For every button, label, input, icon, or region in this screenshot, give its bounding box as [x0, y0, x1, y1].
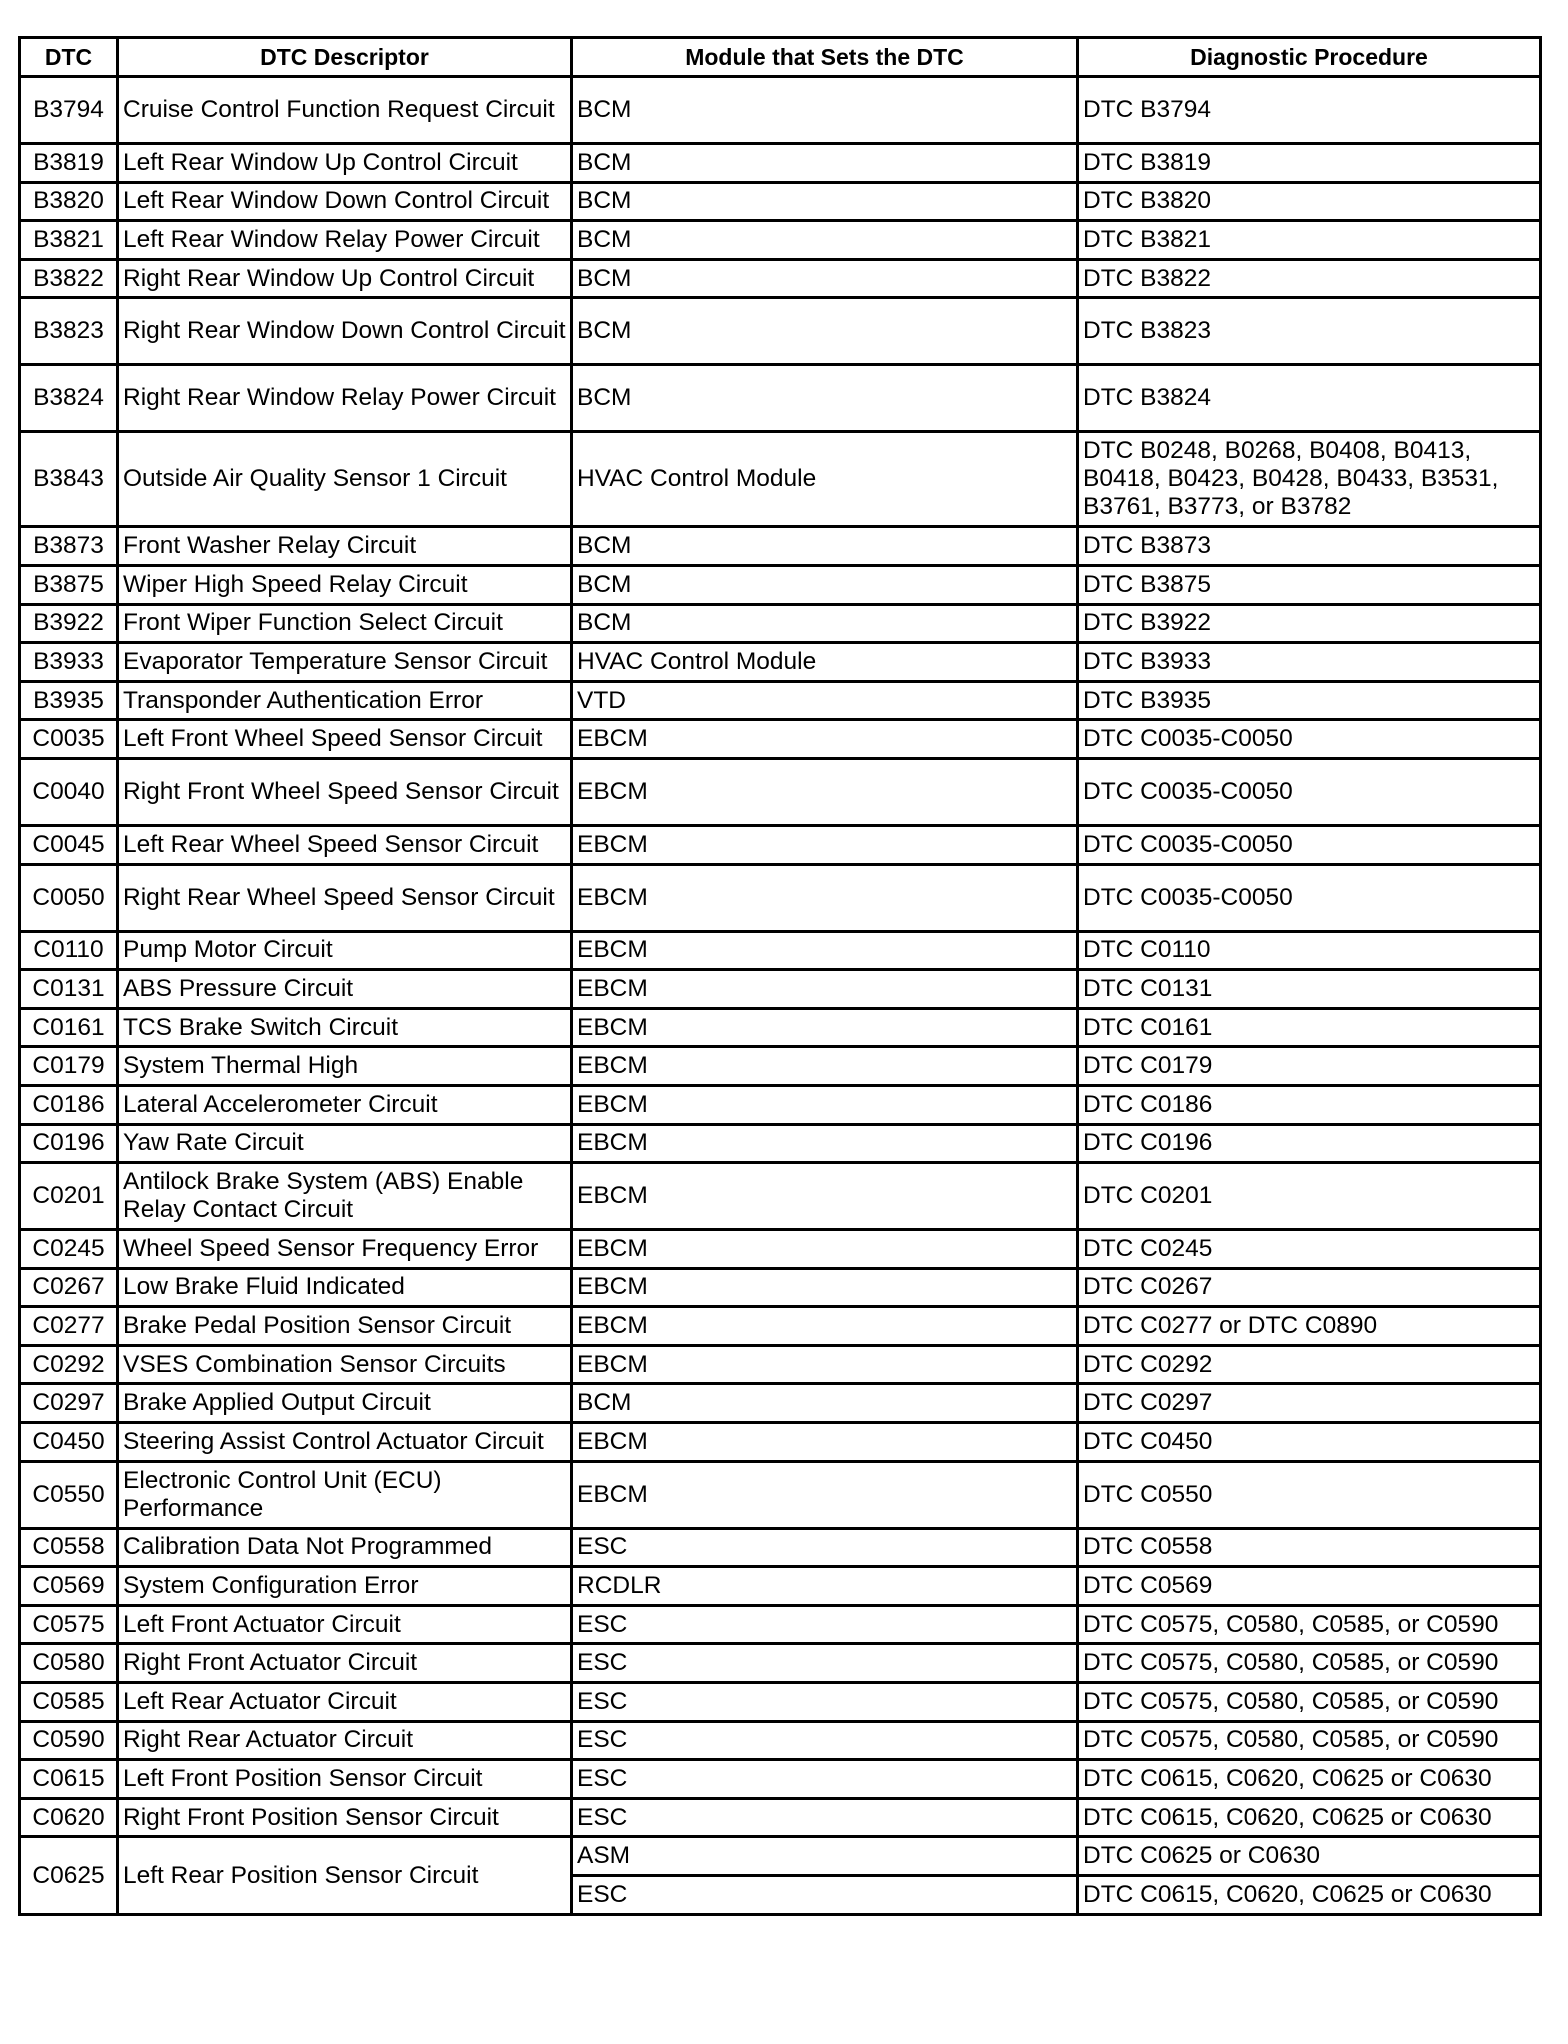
module-cell: HVAC Control Module	[572, 432, 1078, 527]
module-cell: BCM	[572, 565, 1078, 604]
dtc-descriptor-cell: Right Front Wheel Speed Sensor Circuit	[118, 758, 572, 825]
module-cell: BCM	[572, 365, 1078, 432]
dtc-code-cell: C0590	[20, 1721, 118, 1760]
diagnostic-procedure-cell: DTC B3823	[1078, 298, 1541, 365]
dtc-code-cell: C0450	[20, 1423, 118, 1462]
dtc-code-cell: C0035	[20, 720, 118, 759]
header-module: Module that Sets the DTC	[572, 38, 1078, 77]
module-cell: EBCM	[572, 931, 1078, 970]
table-row	[20, 221, 1541, 260]
dtc-code-cell: C0550	[20, 1461, 118, 1528]
table-row	[20, 1384, 1541, 1423]
diagnostic-procedure-cell: DTC B3935	[1078, 681, 1541, 720]
dtc-descriptor-cell: Left Front Actuator Circuit	[118, 1605, 572, 1644]
module-cell: EBCM	[572, 864, 1078, 931]
diagnostic-procedure-cell: DTC B3794	[1078, 77, 1541, 144]
module-cell: ESC	[572, 1528, 1078, 1567]
dtc-descriptor-cell: Calibration Data Not Programmed	[118, 1528, 572, 1567]
dtc-descriptor-cell: Right Rear Wheel Speed Sensor Circuit	[118, 864, 572, 931]
dtc-code-cell: B3933	[20, 643, 118, 682]
diagnostic-procedure-cell: DTC C0450	[1078, 1423, 1541, 1462]
header-dtc: DTC	[20, 38, 118, 77]
diagnostic-procedure-cell: DTC B3873	[1078, 527, 1541, 566]
table-row	[20, 1461, 1541, 1528]
module-cell: VTD	[572, 681, 1078, 720]
table-row	[20, 365, 1541, 432]
module-cell: BCM	[572, 604, 1078, 643]
dtc-code-cell: C0585	[20, 1683, 118, 1722]
module-cell: EBCM	[572, 1268, 1078, 1307]
dtc-descriptor-cell: Right Rear Actuator Circuit	[118, 1721, 572, 1760]
table-row	[20, 182, 1541, 221]
dtc-descriptor-cell: Left Rear Window Up Control Circuit	[118, 144, 572, 183]
dtc-descriptor-cell: ABS Pressure Circuit	[118, 970, 572, 1009]
diagnostic-procedure-cell: DTC B3933	[1078, 643, 1541, 682]
module-cell: ESC	[572, 1683, 1078, 1722]
table-row	[20, 259, 1541, 298]
module-cell: EBCM	[572, 1230, 1078, 1269]
diagnostic-procedure-cell: DTC B3819	[1078, 144, 1541, 183]
module-cell: BCM	[572, 527, 1078, 566]
dtc-descriptor-cell: Right Front Actuator Circuit	[118, 1644, 572, 1683]
module-cell: RCDLR	[572, 1567, 1078, 1606]
dtc-descriptor-cell: Right Rear Window Down Control Circuit	[118, 298, 572, 365]
table-row	[20, 1567, 1541, 1606]
dtc-descriptor-cell: Front Wiper Function Select Circuit	[118, 604, 572, 643]
dtc-code-cell: C0110	[20, 931, 118, 970]
dtc-descriptor-cell: Electronic Control Unit (ECU) Performance	[118, 1461, 572, 1528]
table-row	[20, 1047, 1541, 1086]
dtc-descriptor-cell: Left Rear Window Down Control Circuit	[118, 182, 572, 221]
diagnostic-procedure-cell: DTC C0297	[1078, 1384, 1541, 1423]
diagnostic-procedure-cell: DTC B3922	[1078, 604, 1541, 643]
dtc-code-cell: B3819	[20, 144, 118, 183]
module-cell: ESC	[572, 1798, 1078, 1837]
dtc-descriptor-cell: Front Washer Relay Circuit	[118, 527, 572, 566]
dtc-code-cell: B3873	[20, 527, 118, 566]
table-row	[20, 1008, 1541, 1047]
diagnostic-procedure-cell: DTC C0625 or C0630	[1078, 1837, 1541, 1876]
table-row	[20, 970, 1541, 1009]
dtc-code-cell: C0625	[20, 1837, 118, 1914]
table-row	[20, 758, 1541, 825]
table-row	[20, 144, 1541, 183]
diagnostic-procedure-cell: DTC C0186	[1078, 1085, 1541, 1124]
table-header-row	[20, 38, 1541, 77]
table-row	[20, 527, 1541, 566]
module-cell: HVAC Control Module	[572, 643, 1078, 682]
diagnostic-procedure-cell: DTC B3875	[1078, 565, 1541, 604]
table-row	[20, 298, 1541, 365]
diagnostic-procedure-cell: DTC C0277 or DTC C0890	[1078, 1307, 1541, 1346]
dtc-code-cell: B3822	[20, 259, 118, 298]
table-row	[20, 1268, 1541, 1307]
dtc-descriptor-cell: Transponder Authentication Error	[118, 681, 572, 720]
table-row	[20, 1683, 1541, 1722]
dtc-descriptor-cell: System Configuration Error	[118, 1567, 572, 1606]
dtc-code-cell: C0196	[20, 1124, 118, 1163]
dtc-descriptor-cell: Antilock Brake System (ABS) Enable Relay Contact Circuit	[118, 1163, 572, 1230]
diagnostic-procedure-cell: DTC C0196	[1078, 1124, 1541, 1163]
dtc-code-cell: C0267	[20, 1268, 118, 1307]
diagnostic-procedure-cell: DTC C0550	[1078, 1461, 1541, 1528]
diagnostic-procedure-cell: DTC C0245	[1078, 1230, 1541, 1269]
dtc-code-cell: B3821	[20, 221, 118, 260]
dtc-code-cell: C0045	[20, 825, 118, 864]
diagnostic-procedure-cell: DTC C0575, C0580, C0585, or C0590	[1078, 1683, 1541, 1722]
dtc-code-cell: C0580	[20, 1644, 118, 1683]
diagnostic-procedure-cell: DTC B3822	[1078, 259, 1541, 298]
module-cell: ESC	[572, 1760, 1078, 1799]
dtc-code-cell: B3824	[20, 365, 118, 432]
dtc-descriptor-cell: Brake Pedal Position Sensor Circuit	[118, 1307, 572, 1346]
dtc-code-cell: C0050	[20, 864, 118, 931]
dtc-descriptor-cell: Right Front Position Sensor Circuit	[118, 1798, 572, 1837]
dtc-descriptor-cell: Yaw Rate Circuit	[118, 1124, 572, 1163]
diagnostic-procedure-cell: DTC B0248, B0268, B0408, B0413, B0418, B0423, B0428, B0433, B3531, B3761, B3773, or B3782	[1078, 432, 1541, 527]
module-cell: ESC	[572, 1721, 1078, 1760]
module-cell: BCM	[572, 259, 1078, 298]
diagnostic-procedure-cell: DTC C0131	[1078, 970, 1541, 1009]
table-body	[20, 77, 1541, 1915]
dtc-descriptor-cell: Evaporator Temperature Sensor Circuit	[118, 643, 572, 682]
diagnostic-procedure-cell: DTC C0179	[1078, 1047, 1541, 1086]
table-row	[20, 1230, 1541, 1269]
module-cell: BCM	[572, 1384, 1078, 1423]
dtc-code-cell: C0277	[20, 1307, 118, 1346]
dtc-code-cell: B3820	[20, 182, 118, 221]
diagnostic-procedure-cell: DTC C0035-C0050	[1078, 864, 1541, 931]
header-dtc-descriptor: DTC Descriptor	[118, 38, 572, 77]
table-row	[20, 1605, 1541, 1644]
diagnostic-procedure-cell: DTC C0558	[1078, 1528, 1541, 1567]
dtc-descriptor-cell: Low Brake Fluid Indicated	[118, 1268, 572, 1307]
table-row	[20, 1345, 1541, 1384]
dtc-descriptor-cell: Left Rear Position Sensor Circuit	[118, 1837, 572, 1914]
dtc-descriptor-cell: VSES Combination Sensor Circuits	[118, 1345, 572, 1384]
table-row	[20, 1721, 1541, 1760]
dtc-code-cell: C0040	[20, 758, 118, 825]
dtc-code-cell: C0620	[20, 1798, 118, 1837]
diagnostic-procedure-cell: DTC B3820	[1078, 182, 1541, 221]
module-cell: EBCM	[572, 1307, 1078, 1346]
module-cell: ESC	[572, 1644, 1078, 1683]
table-row	[20, 1644, 1541, 1683]
dtc-code-cell: B3794	[20, 77, 118, 144]
dtc-descriptor-cell: Left Rear Actuator Circuit	[118, 1683, 572, 1722]
table-row	[20, 1837, 1541, 1876]
table-row	[20, 565, 1541, 604]
table-row	[20, 1798, 1541, 1837]
module-cell: EBCM	[572, 1085, 1078, 1124]
diagnostic-procedure-cell: DTC C0035-C0050	[1078, 720, 1541, 759]
module-cell: BCM	[572, 144, 1078, 183]
dtc-code-cell: B3843	[20, 432, 118, 527]
dtc-descriptor-cell: Steering Assist Control Actuator Circuit	[118, 1423, 572, 1462]
dtc-descriptor-cell: Wiper High Speed Relay Circuit	[118, 565, 572, 604]
dtc-code-cell: C0201	[20, 1163, 118, 1230]
module-cell: ASM	[572, 1837, 1078, 1876]
dtc-descriptor-cell: Brake Applied Output Circuit	[118, 1384, 572, 1423]
dtc-code-cell: C0292	[20, 1345, 118, 1384]
table-row	[20, 720, 1541, 759]
dtc-code-cell: C0179	[20, 1047, 118, 1086]
diagnostic-procedure-cell: DTC C0569	[1078, 1567, 1541, 1606]
module-cell: BCM	[572, 77, 1078, 144]
diagnostic-procedure-cell: DTC C0161	[1078, 1008, 1541, 1047]
dtc-descriptor-cell: Pump Motor Circuit	[118, 931, 572, 970]
module-cell: EBCM	[572, 1345, 1078, 1384]
table-row	[20, 1307, 1541, 1346]
module-cell: ESC	[572, 1605, 1078, 1644]
module-cell: EBCM	[572, 1124, 1078, 1163]
dtc-code-cell: C0558	[20, 1528, 118, 1567]
dtc-code-cell: B3922	[20, 604, 118, 643]
dtc-descriptor-cell: Left Rear Wheel Speed Sensor Circuit	[118, 825, 572, 864]
dtc-descriptor-cell: Left Front Position Sensor Circuit	[118, 1760, 572, 1799]
table-row	[20, 1124, 1541, 1163]
diagnostic-procedure-cell: DTC B3821	[1078, 221, 1541, 260]
dtc-descriptor-cell: Cruise Control Function Request Circuit	[118, 77, 572, 144]
dtc-code-cell: C0569	[20, 1567, 118, 1606]
module-cell: EBCM	[572, 825, 1078, 864]
module-cell: ESC	[572, 1876, 1078, 1915]
table-row	[20, 1528, 1541, 1567]
table-row	[20, 1085, 1541, 1124]
diagnostic-procedure-cell: DTC C0615, C0620, C0625 or C0630	[1078, 1760, 1541, 1799]
module-cell: BCM	[572, 298, 1078, 365]
dtc-code-cell: C0245	[20, 1230, 118, 1269]
dtc-descriptor-cell: Left Rear Window Relay Power Circuit	[118, 221, 572, 260]
dtc-code-cell: C0186	[20, 1085, 118, 1124]
module-cell: EBCM	[572, 1008, 1078, 1047]
module-cell: EBCM	[572, 1461, 1078, 1528]
dtc-code-cell: B3875	[20, 565, 118, 604]
dtc-code-cell: C0297	[20, 1384, 118, 1423]
table-row	[20, 1163, 1541, 1230]
module-cell: EBCM	[572, 1163, 1078, 1230]
module-cell: EBCM	[572, 758, 1078, 825]
dtc-descriptor-cell: Right Rear Window Relay Power Circuit	[118, 365, 572, 432]
dtc-code-cell: B3935	[20, 681, 118, 720]
diagnostic-procedure-cell: DTC B3824	[1078, 365, 1541, 432]
dtc-code-cell: C0161	[20, 1008, 118, 1047]
table-row	[20, 931, 1541, 970]
module-cell: EBCM	[572, 970, 1078, 1009]
dtc-descriptor-cell: Lateral Accelerometer Circuit	[118, 1085, 572, 1124]
table-row	[20, 825, 1541, 864]
dtc-descriptor-cell: Left Front Wheel Speed Sensor Circuit	[118, 720, 572, 759]
diagnostic-procedure-cell: DTC C0575, C0580, C0585, or C0590	[1078, 1605, 1541, 1644]
diagnostic-procedure-cell: DTC C0575, C0580, C0585, or C0590	[1078, 1721, 1541, 1760]
module-cell: EBCM	[572, 1423, 1078, 1462]
module-cell: EBCM	[572, 720, 1078, 759]
dtc-descriptor-cell: TCS Brake Switch Circuit	[118, 1008, 572, 1047]
table-row	[20, 77, 1541, 144]
module-cell: EBCM	[572, 1047, 1078, 1086]
table-row	[20, 1760, 1541, 1799]
table-row	[20, 864, 1541, 931]
dtc-descriptor-cell: Right Rear Window Up Control Circuit	[118, 259, 572, 298]
diagnostic-procedure-cell: DTC C0615, C0620, C0625 or C0630	[1078, 1876, 1541, 1915]
table-row	[20, 432, 1541, 527]
diagnostic-procedure-cell: DTC C0615, C0620, C0625 or C0630	[1078, 1798, 1541, 1837]
dtc-code-cell: C0615	[20, 1760, 118, 1799]
dtc-code-cell: B3823	[20, 298, 118, 365]
diagnostic-procedure-cell: DTC C0110	[1078, 931, 1541, 970]
module-cell: BCM	[572, 221, 1078, 260]
table-row	[20, 681, 1541, 720]
diagnostic-procedure-cell: DTC C0267	[1078, 1268, 1541, 1307]
dtc-descriptor-cell: Outside Air Quality Sensor 1 Circuit	[118, 432, 572, 527]
header-diagnostic-procedure: Diagnostic Procedure	[1078, 38, 1541, 77]
diagnostic-procedure-cell: DTC C0035-C0050	[1078, 825, 1541, 864]
diagnostic-procedure-cell: DTC C0035-C0050	[1078, 758, 1541, 825]
module-cell: BCM	[572, 182, 1078, 221]
diagnostic-procedure-cell: DTC C0575, C0580, C0585, or C0590	[1078, 1644, 1541, 1683]
table-row	[20, 1423, 1541, 1462]
dtc-code-cell: C0575	[20, 1605, 118, 1644]
table-row	[20, 604, 1541, 643]
diagnostic-procedure-cell: DTC C0292	[1078, 1345, 1541, 1384]
diagnostic-procedure-cell: DTC C0201	[1078, 1163, 1541, 1230]
dtc-table	[18, 36, 1542, 1916]
table-row	[20, 643, 1541, 682]
dtc-descriptor-cell: System Thermal High	[118, 1047, 572, 1086]
dtc-descriptor-cell: Wheel Speed Sensor Frequency Error	[118, 1230, 572, 1269]
dtc-code-cell: C0131	[20, 970, 118, 1009]
